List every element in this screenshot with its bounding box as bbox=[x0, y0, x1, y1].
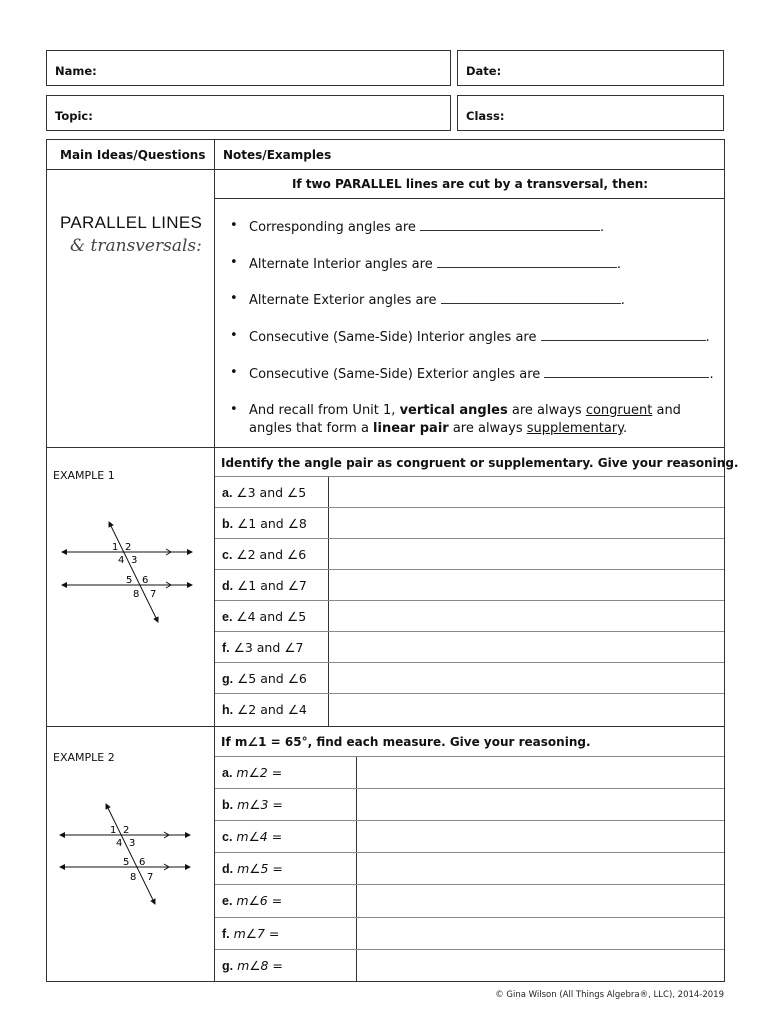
angle-7: 7 bbox=[147, 872, 154, 883]
reasoning-field[interactable] bbox=[356, 757, 724, 788]
reasoning-field[interactable] bbox=[328, 632, 724, 662]
table-row bbox=[215, 788, 724, 820]
angle-2: 2 bbox=[123, 825, 130, 836]
bullet-end: . bbox=[709, 367, 714, 382]
angle-4: 4 bbox=[118, 555, 125, 566]
bullet-end: . bbox=[705, 330, 710, 345]
example1-heading: Identify the angle pair as congruent or supplementary. Give your reasoning. bbox=[221, 456, 739, 470]
angle-measure: m∠2 = bbox=[236, 765, 283, 780]
row-letter: f. bbox=[222, 641, 230, 655]
copyright-footer: © Gina Wilson (All Things Algebra®, LLC), 2014-2019 bbox=[495, 990, 724, 1000]
angle-4: 4 bbox=[116, 838, 123, 849]
bullet-icon: • bbox=[230, 365, 238, 380]
section2-divider bbox=[46, 726, 725, 727]
bullet-text: Consecutive (Same-Side) Exterior angles are bbox=[249, 367, 541, 382]
date-field[interactable] bbox=[457, 50, 724, 86]
table-row bbox=[215, 662, 724, 693]
angle-8: 8 bbox=[133, 589, 140, 600]
header-row-divider bbox=[46, 169, 725, 170]
row-letter: d. bbox=[222, 579, 234, 593]
angle-6: 6 bbox=[139, 857, 146, 868]
row-letter: c. bbox=[222, 548, 233, 562]
bullet-text: Alternate Exterior angles are bbox=[249, 293, 437, 308]
bullet-icon: • bbox=[230, 255, 238, 270]
recall-underline-congruent: congruent bbox=[585, 403, 653, 418]
bullet-text: Corresponding angles are bbox=[249, 220, 416, 235]
reasoning-field[interactable] bbox=[356, 853, 724, 884]
topic-label: Topic: bbox=[55, 109, 93, 123]
class-field[interactable] bbox=[457, 95, 724, 131]
bullet-icon: • bbox=[230, 291, 238, 306]
angle-1: 1 bbox=[112, 542, 119, 553]
angle-3: 3 bbox=[131, 555, 138, 566]
reasoning-field[interactable] bbox=[356, 885, 724, 917]
section1-divider bbox=[46, 447, 725, 448]
angle-pair: ∠2 and ∠4 bbox=[237, 702, 307, 717]
name-field[interactable] bbox=[46, 50, 451, 86]
section-subtitle: & transversals: bbox=[70, 236, 202, 256]
bullet-icon: • bbox=[230, 328, 238, 343]
recall-text: . bbox=[623, 421, 628, 436]
reasoning-field[interactable] bbox=[328, 477, 724, 507]
reasoning-field[interactable] bbox=[356, 821, 724, 852]
recall-underline-supplementary: supplementary bbox=[526, 421, 624, 436]
row-letter: a. bbox=[222, 486, 233, 500]
reasoning-field[interactable] bbox=[328, 570, 724, 600]
row-letter: g. bbox=[222, 672, 234, 686]
table-row bbox=[215, 631, 724, 662]
recall-text: are always bbox=[507, 403, 586, 418]
section-title: PARALLEL LINES bbox=[60, 213, 203, 232]
date-label: Date: bbox=[466, 64, 502, 78]
bullet-end: . bbox=[600, 220, 605, 235]
angle-5: 5 bbox=[123, 857, 130, 868]
reasoning-field[interactable] bbox=[328, 508, 724, 538]
table-row bbox=[215, 569, 724, 600]
table-row bbox=[215, 538, 724, 569]
row-letter: b. bbox=[222, 798, 234, 812]
angle-8: 8 bbox=[130, 872, 137, 883]
reasoning-field[interactable] bbox=[356, 918, 724, 949]
recall-bold-linear-pair: linear pair bbox=[373, 421, 449, 436]
angle-pair: ∠5 and ∠6 bbox=[237, 671, 307, 686]
recall-text: angles that form a bbox=[249, 421, 374, 436]
answer-blank[interactable] bbox=[541, 328, 706, 341]
angle-5: 5 bbox=[126, 575, 133, 586]
row-letter: g. bbox=[222, 959, 234, 973]
reasoning-field[interactable] bbox=[328, 694, 724, 726]
table-row bbox=[215, 820, 724, 852]
bullet-text: Alternate Interior angles are bbox=[249, 257, 433, 272]
angle-pair: ∠3 and ∠7 bbox=[233, 640, 304, 655]
row-letter: b. bbox=[222, 517, 234, 531]
angle-pair: ∠3 and ∠5 bbox=[236, 485, 307, 500]
example2-diagram bbox=[56, 800, 196, 910]
reasoning-field[interactable] bbox=[328, 601, 724, 631]
angle-3: 3 bbox=[129, 838, 136, 849]
row-letter: e. bbox=[222, 610, 233, 624]
row-letter: e. bbox=[222, 894, 233, 908]
row-letter: a. bbox=[222, 766, 233, 780]
class-label: Class: bbox=[466, 109, 505, 123]
table-row bbox=[215, 852, 724, 884]
bullet-icon: • bbox=[230, 218, 238, 233]
answer-blank[interactable] bbox=[544, 365, 709, 378]
angle-7: 7 bbox=[150, 589, 157, 600]
row-letter: c. bbox=[222, 830, 233, 844]
angle-measure: m∠4 = bbox=[236, 829, 283, 844]
rule-heading: If two PARALLEL lines are cut by a transversal, then: bbox=[291, 177, 649, 191]
answer-blank[interactable] bbox=[437, 255, 617, 268]
angle-pair: ∠2 and ∠6 bbox=[236, 547, 307, 562]
answer-blank[interactable] bbox=[441, 291, 621, 304]
row-letter: h. bbox=[222, 703, 234, 717]
bullet-text: Consecutive (Same-Side) Interior angles are bbox=[249, 330, 537, 345]
angle-1: 1 bbox=[110, 825, 117, 836]
table-row bbox=[215, 884, 724, 917]
transversal-line bbox=[106, 804, 155, 904]
angle-measure: m∠3 = bbox=[237, 797, 283, 812]
row-letter: f. bbox=[222, 927, 230, 941]
angle-measure: m∠5 = bbox=[237, 861, 283, 876]
bullet-icon: • bbox=[230, 402, 238, 417]
table-row bbox=[215, 756, 724, 788]
topic-field[interactable] bbox=[46, 95, 451, 131]
answer-blank[interactable] bbox=[420, 218, 600, 231]
recall-bold-vertical: vertical angles bbox=[399, 403, 508, 418]
angle-measure: m∠6 = bbox=[236, 893, 283, 908]
transversal-line bbox=[109, 522, 158, 622]
table-row bbox=[215, 507, 724, 538]
rule-heading-divider bbox=[214, 198, 725, 199]
reasoning-field[interactable] bbox=[356, 789, 724, 820]
table-row bbox=[215, 476, 724, 507]
angle-pair: ∠1 and ∠7 bbox=[237, 578, 307, 593]
col1-header: Main Ideas/Questions bbox=[60, 148, 206, 162]
angle-pair: ∠1 and ∠8 bbox=[237, 516, 307, 531]
bullet-end: . bbox=[620, 293, 625, 308]
example1-diagram bbox=[58, 518, 198, 628]
table-row bbox=[215, 693, 724, 726]
bullet-end: . bbox=[616, 257, 621, 272]
recall-text: and bbox=[652, 403, 681, 418]
row-letter: d. bbox=[222, 862, 234, 876]
example1-label: EXAMPLE 1 bbox=[53, 469, 115, 482]
table-row bbox=[215, 600, 724, 631]
reasoning-field[interactable] bbox=[328, 539, 724, 569]
angle-6: 6 bbox=[142, 575, 149, 586]
table-row bbox=[215, 917, 724, 949]
col2-header: Notes/Examples bbox=[223, 148, 332, 162]
example2-label: EXAMPLE 2 bbox=[53, 751, 115, 764]
recall-text: And recall from Unit 1, bbox=[249, 403, 400, 418]
table-row bbox=[215, 949, 724, 982]
example2-heading: If m∠1 = 65°, find each measure. Give your reasoning. bbox=[221, 735, 591, 749]
reasoning-field[interactable] bbox=[356, 950, 724, 982]
angle-measure: m∠7 = bbox=[233, 926, 280, 941]
recall-text: are always bbox=[448, 421, 527, 436]
angle-pair: ∠4 and ∠5 bbox=[236, 609, 307, 624]
angle-measure: m∠8 = bbox=[237, 958, 283, 973]
angle-2: 2 bbox=[125, 542, 132, 553]
reasoning-field[interactable] bbox=[328, 663, 724, 693]
name-label: Name: bbox=[55, 64, 97, 78]
